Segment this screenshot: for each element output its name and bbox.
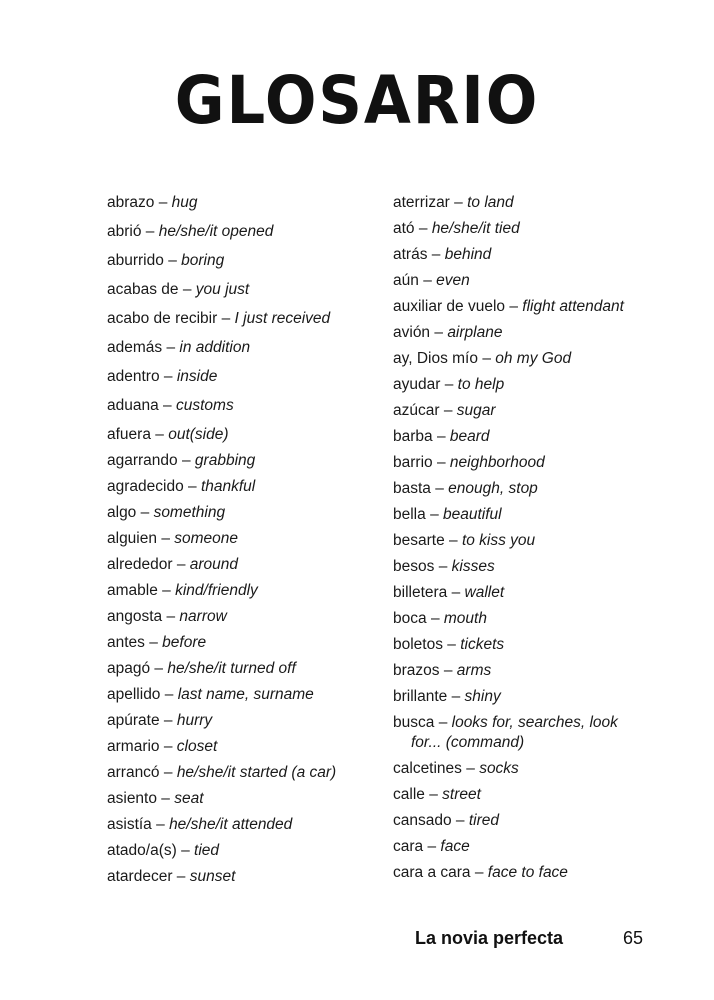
- entry-separator: –: [443, 402, 453, 419]
- entry-separator: –: [158, 194, 168, 211]
- page-title: GLOSARIO: [174, 62, 540, 139]
- entry-definition: socks: [479, 760, 519, 777]
- entry-separator: –: [436, 428, 446, 445]
- entry-term: antes: [107, 634, 145, 651]
- entry-separator: –: [176, 556, 186, 573]
- entry-term: azúcar: [393, 402, 440, 419]
- entry-term: abrazo: [107, 194, 155, 211]
- glossary-entry: [107, 367, 377, 387]
- glossary-entry: [393, 713, 653, 753]
- entry-definition: thankful: [200, 478, 256, 495]
- glossary-entry: [393, 323, 653, 343]
- entry-term: ayudar: [393, 376, 441, 393]
- entry-separator: –: [451, 688, 461, 705]
- entry-term: aduana: [107, 397, 159, 414]
- glossary-entry: [393, 609, 653, 629]
- entry-definition: arms: [456, 662, 492, 679]
- glossary-entry: [107, 555, 377, 575]
- entry-separator: –: [140, 504, 150, 521]
- entry-separator: –: [466, 760, 475, 777]
- glossary-entry: [107, 280, 377, 300]
- glossary-entry: [107, 581, 377, 601]
- entry-term: aburrido: [107, 252, 164, 269]
- entry-separator: –: [154, 660, 164, 677]
- entry-separator: –: [181, 842, 190, 859]
- glossary-entry: [393, 811, 653, 831]
- entry-term: asistía: [107, 816, 152, 833]
- entry-separator: –: [156, 816, 165, 833]
- entry-definition: mouth: [443, 610, 487, 627]
- glossary-entry: [107, 222, 377, 242]
- entry-term: acabas de: [107, 281, 179, 298]
- entry-definition: seat: [174, 790, 204, 807]
- entry-separator: –: [474, 864, 484, 881]
- entry-definition: sugar: [456, 402, 496, 419]
- entry-separator: –: [438, 714, 448, 731]
- entry-separator: –: [423, 272, 432, 289]
- glossary-entry: [107, 633, 377, 653]
- entry-separator: –: [509, 298, 518, 315]
- entry-term: besarte: [393, 532, 445, 549]
- entry-term: algo: [107, 504, 137, 521]
- entry-term: auxiliar de vuelo: [393, 298, 506, 315]
- glossary-entry: [393, 661, 653, 681]
- glossary-entry: [107, 451, 377, 471]
- entry-separator: –: [438, 558, 448, 575]
- glossary-entry: [393, 785, 653, 805]
- entry-term: ató: [393, 220, 415, 237]
- entry-separator: –: [163, 712, 173, 729]
- entry-definition: grabbing: [194, 452, 256, 469]
- entry-separator: –: [418, 220, 428, 237]
- glossary-entry: [107, 338, 377, 358]
- entry-definition: to kiss you: [461, 532, 536, 549]
- entry-definition: enough, stop: [448, 480, 538, 497]
- glossary-entry: [393, 557, 653, 577]
- entry-term: cansado: [393, 812, 452, 829]
- glossary-entry: [393, 219, 653, 239]
- glossary-entry: [393, 427, 653, 447]
- entry-term: brillante: [393, 688, 448, 705]
- glossary-entry: [393, 375, 653, 395]
- glossary-entry: [393, 453, 653, 473]
- entry-definition: he/she/it turned off: [167, 660, 296, 677]
- entry-separator: –: [149, 634, 158, 651]
- entry-separator: –: [163, 738, 173, 755]
- entry-definition: hurry: [176, 712, 213, 729]
- entry-definition: closet: [176, 738, 218, 755]
- entry-separator: –: [427, 838, 437, 855]
- entry-term: adentro: [107, 368, 160, 385]
- entry-term: alguien: [107, 530, 157, 547]
- entry-separator: –: [163, 397, 172, 414]
- glossary-entry: [107, 711, 377, 731]
- glossary-entry: [107, 396, 377, 416]
- entry-separator: –: [429, 786, 438, 803]
- entry-term: calcetines: [393, 760, 462, 777]
- entry-term: boletos: [393, 636, 443, 653]
- glossary-entry: [107, 815, 377, 835]
- glossary-entry: [393, 505, 653, 525]
- entry-term: barrio: [393, 454, 433, 471]
- entry-definition: even: [436, 272, 470, 289]
- glossary-entry: [393, 401, 653, 421]
- entry-definition: around: [189, 556, 239, 573]
- glossary-entry: [107, 841, 377, 861]
- entry-term: busca: [393, 714, 435, 731]
- entry-term: atrás: [393, 246, 428, 263]
- entry-definition: street: [442, 786, 481, 803]
- entry-separator: –: [162, 582, 171, 599]
- glossary-entry: [107, 251, 377, 271]
- entry-definition: I just received: [234, 310, 331, 327]
- entry-term: angosta: [107, 608, 163, 625]
- entry-definition: tied: [194, 842, 220, 859]
- entry-term: brazos: [393, 662, 440, 679]
- entry-separator: –: [431, 246, 441, 263]
- entry-term: alrededor: [107, 556, 173, 573]
- entry-term: apagó: [107, 660, 151, 677]
- entry-term: afuera: [107, 426, 151, 443]
- entry-term: apúrate: [107, 712, 160, 729]
- entry-definition: before: [162, 634, 207, 651]
- entry-term: además: [107, 339, 163, 356]
- entry-separator: –: [155, 426, 164, 443]
- glossary-entry: [393, 863, 653, 883]
- entry-term: basta: [393, 480, 431, 497]
- entry-definition: he/she/it tied: [431, 220, 520, 237]
- entry-definition: wallet: [464, 584, 505, 601]
- entry-term: barba: [393, 428, 433, 445]
- glossary-entry: [107, 737, 377, 757]
- glossary-entry: [107, 659, 377, 679]
- entry-term: asiento: [107, 790, 157, 807]
- glossary-entry: [107, 789, 377, 809]
- entry-separator: –: [176, 868, 186, 885]
- glossary-entry: [107, 529, 377, 549]
- glossary-entry: [393, 583, 653, 603]
- glossary-entry: [393, 479, 653, 499]
- entry-term: cara: [393, 838, 424, 855]
- entry-definition: he/she/it attended: [169, 816, 293, 833]
- glossary-left-column: [107, 193, 377, 893]
- entry-definition: sunset: [189, 868, 236, 885]
- entry-definition: he/she/it opened: [158, 223, 274, 240]
- glossary-entry: [107, 193, 377, 213]
- entry-separator: –: [161, 790, 170, 807]
- entry-term: bella: [393, 506, 426, 523]
- glossary-entry: [393, 635, 653, 655]
- entry-term: cara a cara: [393, 864, 471, 881]
- entry-term: calle: [393, 786, 425, 803]
- entry-definition: boring: [181, 252, 225, 269]
- entry-term: ay, Dios mío: [393, 350, 478, 367]
- entry-definition: looks for, searches, look: [451, 714, 618, 731]
- entry-definition: beautiful: [443, 506, 502, 523]
- entry-term: aún: [393, 272, 419, 289]
- entry-separator: –: [451, 584, 461, 601]
- entry-separator: –: [447, 636, 456, 653]
- entry-definition: narrow: [179, 608, 227, 625]
- entry-term: agradecido: [107, 478, 184, 495]
- entry-definition: oh my God: [495, 350, 572, 367]
- glossary-entry: [107, 309, 377, 329]
- entry-separator: –: [145, 223, 155, 240]
- entry-term: acabo de recibir: [107, 310, 218, 327]
- entry-term: boca: [393, 610, 427, 627]
- footer-book-title: La novia perfecta: [415, 928, 564, 948]
- entry-separator: –: [163, 368, 173, 385]
- glossary-right-column: [393, 193, 653, 889]
- entry-term: apellido: [107, 686, 161, 703]
- entry-definition: inside: [176, 368, 218, 385]
- entry-term: arrancó: [107, 764, 160, 781]
- entry-definition: to help: [457, 376, 505, 393]
- glossary-entry: [107, 763, 377, 783]
- entry-definition: kisses: [451, 558, 495, 575]
- entry-definition: someone: [174, 530, 239, 547]
- glossary-entry: [393, 349, 653, 369]
- entry-separator: –: [430, 610, 440, 627]
- entry-separator: –: [435, 480, 444, 497]
- entry-separator: –: [221, 310, 231, 327]
- entry-separator: –: [449, 532, 458, 549]
- entry-definition: to land: [467, 194, 514, 211]
- entry-definition: face: [440, 838, 470, 855]
- glossary-entry: [393, 297, 653, 317]
- entry-term: agarrando: [107, 452, 178, 469]
- entry-separator: –: [188, 478, 197, 495]
- entry-separator: –: [430, 506, 439, 523]
- entry-term: atado/a(s): [107, 842, 177, 859]
- entry-definition: last name, surname: [177, 686, 314, 703]
- entry-term: abrió: [107, 223, 142, 240]
- entry-separator: –: [161, 530, 170, 547]
- entry-term: avión: [393, 324, 431, 341]
- entry-definition: flight attendant: [522, 298, 624, 315]
- entry-term: besos: [393, 558, 435, 575]
- glossary-entry: [393, 759, 653, 779]
- glossary-entry: [393, 531, 653, 551]
- entry-separator: –: [166, 608, 176, 625]
- entry-definition: beard: [449, 428, 490, 445]
- entry-separator: –: [436, 454, 446, 471]
- glossary-entry: [393, 271, 653, 291]
- entry-separator: –: [443, 662, 453, 679]
- entry-definition: behind: [444, 246, 492, 263]
- entry-definition: kind/friendly: [175, 582, 258, 599]
- entry-separator: –: [454, 194, 463, 211]
- entry-term: billetera: [393, 584, 448, 601]
- glossary-entry: [107, 685, 377, 705]
- entry-definition: neighborhood: [449, 454, 545, 471]
- entry-separator: –: [444, 376, 454, 393]
- entry-separator: –: [164, 686, 174, 703]
- entry-definition: out(side): [168, 426, 229, 443]
- entry-definition: hug: [171, 194, 198, 211]
- entry-term: atardecer: [107, 868, 173, 885]
- entry-definition: something: [153, 504, 226, 521]
- entry-definition: in addition: [179, 339, 251, 356]
- entry-term: aterrizar: [393, 194, 450, 211]
- entry-definition-continued: for... (command): [411, 734, 525, 751]
- entry-separator: –: [181, 452, 191, 469]
- entry-definition: airplane: [447, 324, 503, 341]
- page-number: 65: [623, 928, 644, 948]
- entry-term: armario: [107, 738, 160, 755]
- glossary-entry: [107, 477, 377, 497]
- entry-definition: you just: [195, 281, 250, 298]
- glossary-entry: [107, 867, 377, 887]
- entry-definition: customs: [175, 397, 234, 414]
- entry-separator: –: [182, 281, 192, 298]
- glossary-entry: [107, 425, 377, 445]
- glossary-entry: [393, 245, 653, 265]
- glossary-entry: [393, 193, 653, 213]
- entry-separator: –: [166, 339, 176, 356]
- entry-separator: –: [434, 324, 443, 341]
- entry-definition: tired: [468, 812, 500, 829]
- entry-definition: shiny: [464, 688, 501, 705]
- entry-definition: face to face: [487, 864, 568, 881]
- entry-separator: –: [455, 812, 465, 829]
- entry-definition: tickets: [460, 636, 505, 653]
- glossary-entry: [393, 687, 653, 707]
- entry-separator: –: [482, 350, 491, 367]
- glossary-entry: [393, 837, 653, 857]
- entry-separator: –: [163, 764, 173, 781]
- entry-definition: he/she/it started (a car): [176, 764, 337, 781]
- entry-separator: –: [168, 252, 177, 269]
- glossary-entry: [107, 607, 377, 627]
- glossary-entry: [107, 503, 377, 523]
- entry-term: amable: [107, 582, 158, 599]
